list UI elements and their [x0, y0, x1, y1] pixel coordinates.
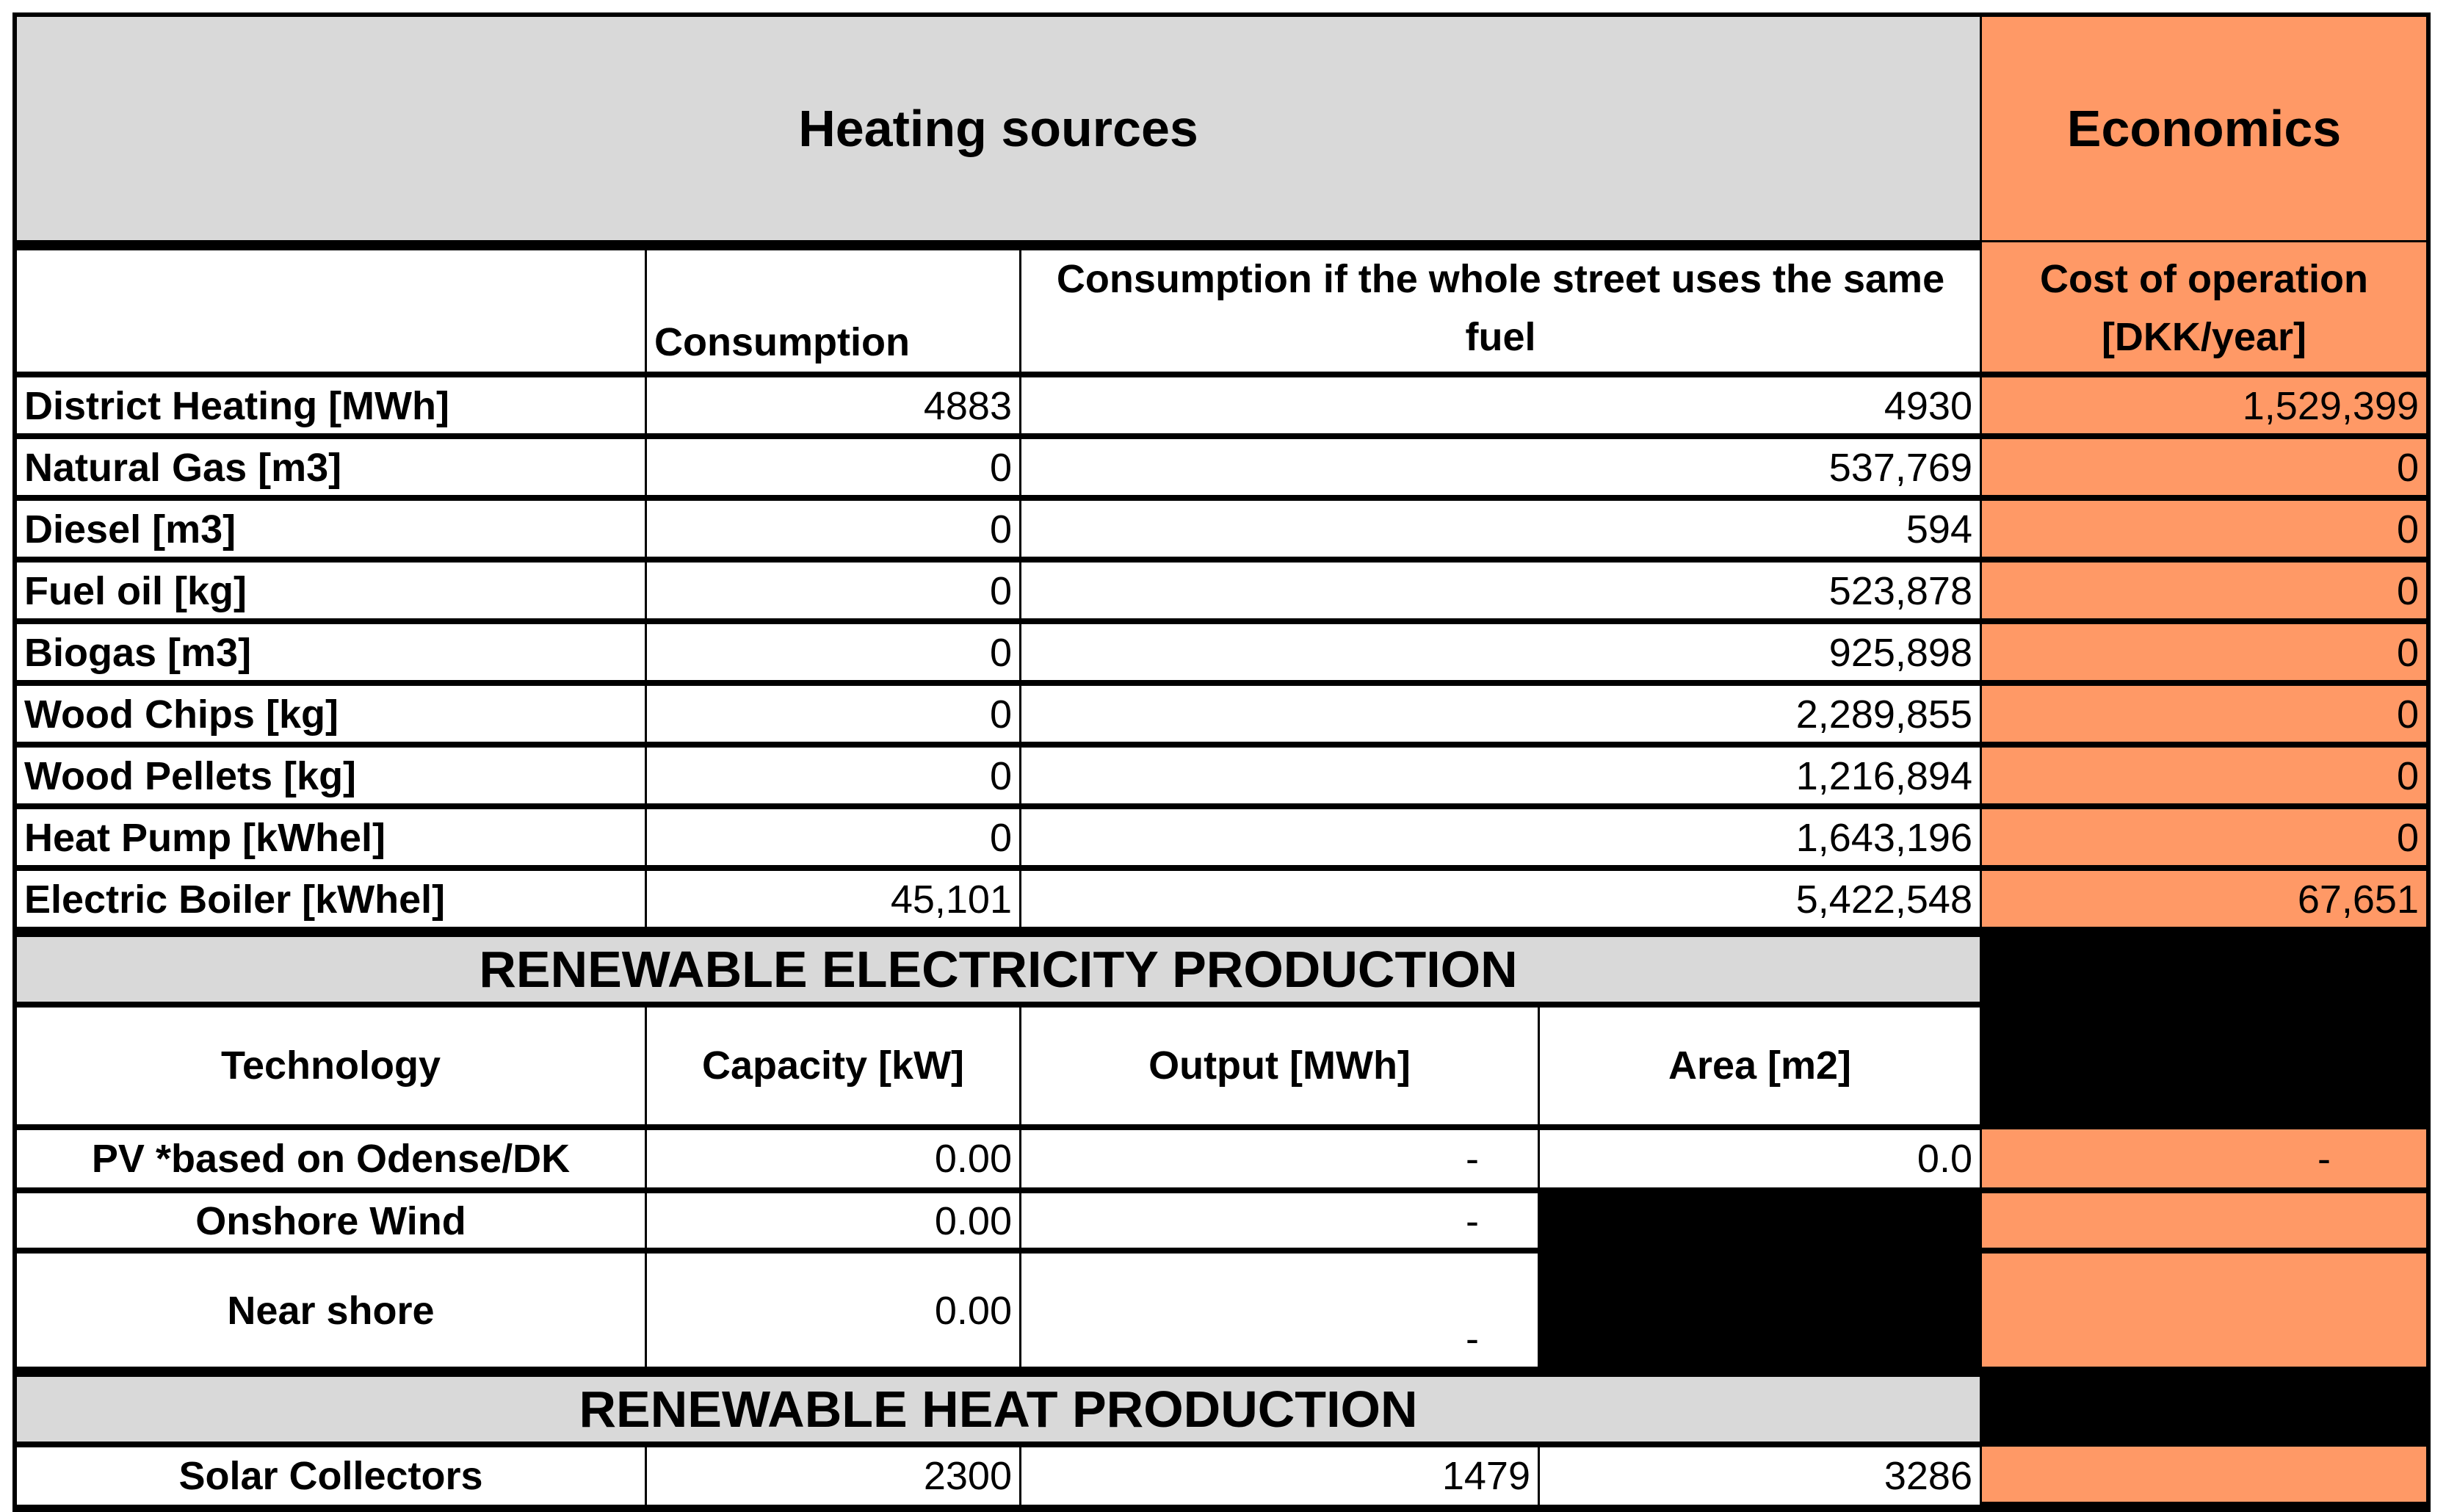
technology-label: Near shore: [12, 1248, 647, 1370]
cost-value: [1980, 1444, 2431, 1512]
cost-value: 0: [1980, 803, 2431, 868]
source-label: Fuel oil [kg]: [12, 557, 647, 621]
heating-sources-header: Heating sources: [12, 12, 1982, 250]
capacity-value: 0.00: [645, 1248, 1021, 1370]
consumption-value: 45,101: [645, 865, 1021, 930]
cost-value: 1,529,399: [1980, 372, 2431, 436]
cost-value: [1980, 1187, 2431, 1251]
source-label: Electric Boiler [kWhel]: [12, 865, 647, 930]
area-value: 3286: [1538, 1444, 1982, 1512]
column-header-consumption: Consumption: [645, 240, 1021, 376]
capacity-value: 0.00: [645, 1187, 1021, 1251]
consumption-value: 0: [645, 495, 1021, 560]
output-value: -: [1019, 1248, 1540, 1370]
street-value: 2,289,855: [1019, 680, 1982, 745]
area-value: 0.0: [1538, 1127, 1982, 1190]
cost-value: 0: [1980, 618, 2431, 683]
consumption-value: 0: [645, 803, 1021, 868]
economics-header: Economics: [1980, 12, 2431, 250]
cost-value: 0: [1980, 557, 2431, 621]
consumption-value: 4883: [645, 372, 1021, 436]
spreadsheet-table: [12, 12, 2431, 1499]
street-value: 523,878: [1019, 557, 1982, 621]
column-header-area: Area [m2]: [1538, 1004, 1982, 1130]
blocked-cell: [1980, 927, 2431, 1131]
column-header-street-consumption: Consumption if the whole street uses the same fuel: [1019, 240, 1982, 376]
source-label: Wood Chips [kg]: [12, 680, 647, 745]
capacity-value: 0.00: [645, 1127, 1021, 1190]
blocked-cell: [1980, 1367, 2431, 1447]
consumption-value: 0: [645, 557, 1021, 621]
output-value: -: [1019, 1127, 1540, 1190]
consumption-value: 0: [645, 680, 1021, 745]
source-label: District Heating [MWh]: [12, 372, 647, 436]
consumption-value: 0: [645, 742, 1021, 806]
street-value: 925,898: [1019, 618, 1982, 683]
consumption-value: 0: [645, 433, 1021, 498]
renewable-electricity-header: RENEWABLE ELECTRICITY PRODUCTION: [12, 927, 1982, 1008]
source-label: Biogas [m3]: [12, 618, 647, 683]
street-value: 4930: [1019, 372, 1982, 436]
column-header-output: Output [MWh]: [1019, 1004, 1540, 1130]
cost-value: [1980, 1248, 2431, 1370]
street-value: 1,643,196: [1019, 803, 1982, 868]
column-header-capacity: Capacity [kW]: [645, 1004, 1021, 1130]
output-value: 1479: [1019, 1444, 1540, 1512]
capacity-value: 2300: [645, 1444, 1021, 1512]
source-label: Wood Pellets [kg]: [12, 742, 647, 806]
column-header-cost: Cost of operation [DKK/year]: [1980, 240, 2431, 376]
renewable-heat-header: RENEWABLE HEAT PRODUCTION: [12, 1367, 1982, 1447]
source-label: Natural Gas [m3]: [12, 433, 647, 498]
column-header-label: [12, 240, 647, 376]
consumption-value: 0: [645, 618, 1021, 683]
street-value: 594: [1019, 495, 1982, 560]
cost-value: 0: [1980, 495, 2431, 560]
cost-value: 0: [1980, 433, 2431, 498]
source-label: Heat Pump [kWhel]: [12, 803, 647, 868]
cost-value: 0: [1980, 742, 2431, 806]
column-header-technology: Technology: [12, 1004, 647, 1130]
street-value: 537,769: [1019, 433, 1982, 498]
technology-label: PV *based on Odense/DK: [12, 1127, 647, 1190]
technology-label: Onshore Wind: [12, 1187, 647, 1251]
technology-label: Solar Collectors: [12, 1444, 647, 1512]
blocked-cell: [1538, 1187, 1982, 1370]
output-value: -: [1019, 1187, 1540, 1251]
source-label: Diesel [m3]: [12, 495, 647, 560]
cost-value: 0: [1980, 680, 2431, 745]
street-value: 1,216,894: [1019, 742, 1982, 806]
street-value: 5,422,548: [1019, 865, 1982, 930]
cost-value: 67,651: [1980, 865, 2431, 930]
cost-value: -: [1980, 1127, 2431, 1190]
